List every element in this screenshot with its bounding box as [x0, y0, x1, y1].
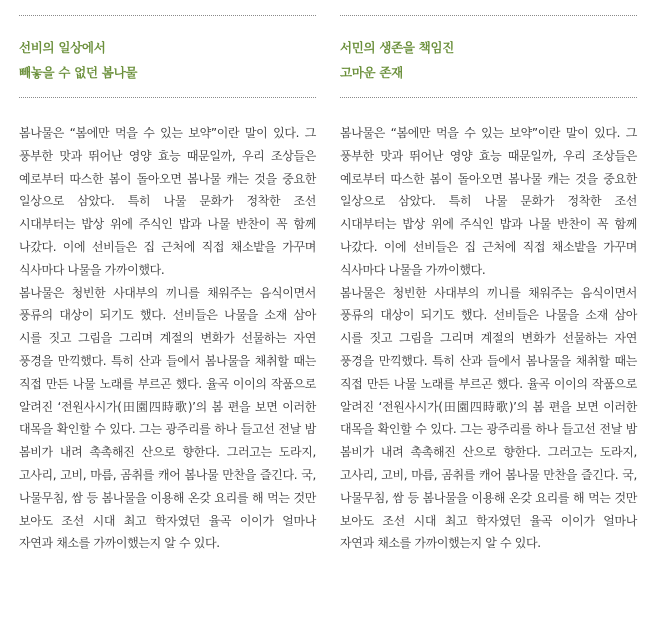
dotted-divider-top	[340, 15, 637, 16]
heading-line-1: 서민의 생존을 책임진	[340, 40, 455, 55]
paragraph-2: 봄나물은 청빈한 사대부의 끼니를 채워주는 음식이면서 풍류의 대상이 되기도 했다. 선비들은 나물을 소재 삼아 시를 짓고 그림을 그리며 계절의 변화가 선물하는 자연 풍경을 만끽했다. 특히 산과 들에서 봄나물을 채취할 때는 직접 만든 나물 노래를 부르곤 했다. 율곡 이이의 작품으로 알려진 ‘전원사시가(田園四時歌)’의 봄 편을 보면 이러한 대목을 확인할 수 있다. 그는 광주리를 하나 들고선 전날 밤 봄비가 내려 촉촉해진 산으로 향한다. 그러고는 도라지, 고사리, 고비, 마름, 곰취를 캐어 봄나물 만찬을 즐긴다. 국, 나물무침, 쌈 등 봄나물을 이용해 온갖 요리를 해 먹는 것만 보아도 조선 시대 최고 학자였던 율곡 이이가 얼마나 자연과 채소를 가까이했는지 알 수 있다.	[19, 285, 316, 551]
heading-line-2: 빼놓을 수 없던 봄나물	[19, 65, 138, 80]
paragraph-1: 봄나물은 “봄에만 먹을 수 있는 보약”이란 말이 있다. 그 풍부한 맛과 뛰어난 영양 효능 때문일까, 우리 조상들은 예로부터 따스한 봄이 돌아오면 봄나물 캐는 것을 중요한 일상으로 삼았다. 특히 나물 문화가 정착한 조선 시대부터는 밥상 위에 주식인 밥과 나물 반찬이 꼭 함께 나갔다. 이에 선비들은 집 근처에 직접 채소밭을 가꾸며 식사마다 나물을 가까이했다.	[19, 126, 316, 277]
article-body	[19, 122, 316, 555]
heading-line-1: 선비의 일상에서	[19, 40, 106, 55]
heading-line-2: 고마운 존재	[340, 65, 403, 80]
dotted-divider-middle	[19, 97, 316, 98]
section-heading	[340, 35, 637, 85]
paragraph-2: 봄나물은 청빈한 사대부의 끼니를 채워주는 음식이면서 풍류의 대상이 되기도 했다. 선비들은 나물을 소재 삼아 시를 짓고 그림을 그리며 계절의 변화가 선물하는 자연 풍경을 만끽했다. 특히 산과 들에서 봄나물을 채취할 때는 직접 만든 나물 노래를 부르곤 했다. 율곡 이이의 작품으로 알려진 ‘전원사시가(田園四時歌)’의 봄 편을 보면 이러한 대목을 확인할 수 있다. 그는 광주리를 하나 들고선 전날 밤 봄비가 내려 촉촉해진 산으로 향한다. 그러고는 도라지, 고사리, 고비, 마름, 곰취를 캐어 봄나물 만찬을 즐긴다. 국, 나물무침, 쌈 등 봄나물을 이용해 온갖 요리를 해 먹는 것만 보아도 조선 시대 최고 학자였던 율곡 이이가 얼마나 자연과 채소를 가까이했는지 알 수 있다.	[340, 285, 637, 551]
article-body	[340, 122, 637, 555]
dotted-divider-middle	[340, 97, 637, 98]
dotted-divider-top	[19, 15, 316, 16]
section-heading	[19, 35, 316, 85]
paragraph-1: 봄나물은 “봄에만 먹을 수 있는 보약”이란 말이 있다. 그 풍부한 맛과 뛰어난 영양 효능 때문일까, 우리 조상들은 예로부터 따스한 봄이 돌아오면 봄나물 캐는 것을 중요한 일상으로 삼았다. 특히 나물 문화가 정착한 조선 시대부터는 밥상 위에 주식인 밥과 나물 반찬이 꼭 함께 나갔다. 이에 선비들은 집 근처에 직접 채소밭을 가꾸며 식사마다 나물을 가까이했다.	[340, 126, 637, 277]
